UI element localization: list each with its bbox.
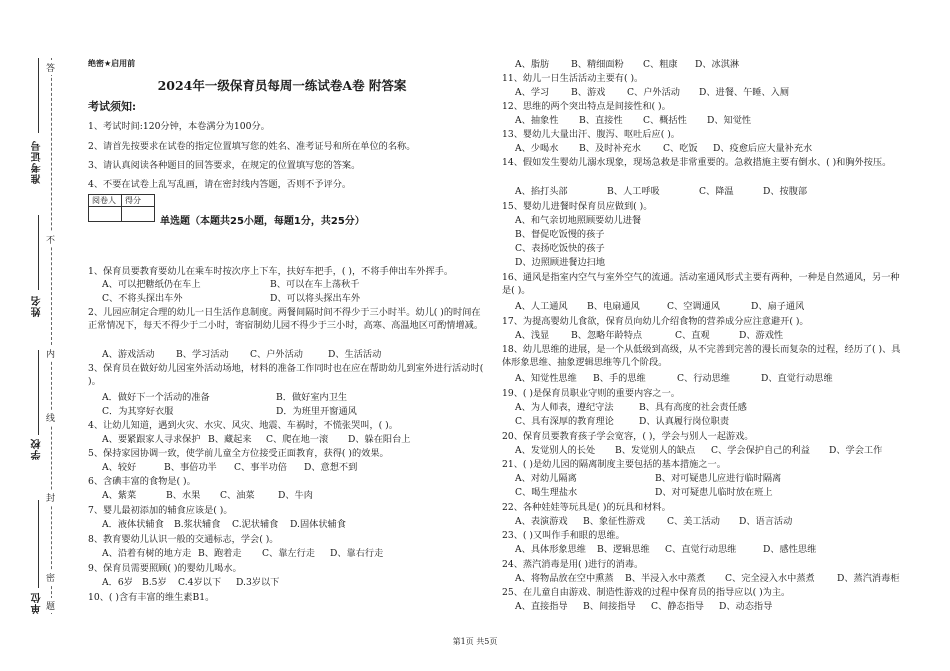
option[interactable]: D、蒸汽消毒柜 (837, 573, 900, 584)
grader-header: 阅卷人 (89, 195, 122, 207)
score-table (88, 194, 155, 222)
option[interactable]: C、完全浸入水中蒸煮 (725, 573, 815, 584)
option[interactable]: D、生活活动 (328, 349, 382, 360)
option[interactable]: C、不将头探出车外 (102, 293, 183, 304)
option[interactable]: A、人工通风 (515, 301, 568, 312)
question-options (515, 472, 781, 485)
section-title: 单选题（本题共25小题，每题1分，共25分） (160, 216, 365, 227)
option[interactable]: D、疫愈后应大量补充水 (713, 143, 813, 154)
question-stem: 2、儿园应制定合理的幼儿一日生活作息制度。两餐间隔时间不得少于三小时半。幼儿( )的时间在正常情况下，每天不得少于二小时，寄宿制幼儿园不得少于三小时，高寒、高温地区可酌情增减。 (88, 307, 484, 331)
option[interactable]: B、象征性游戏 (583, 516, 645, 527)
option[interactable]: B、藏起来 (208, 434, 252, 445)
option[interactable]: C、喝生理盐水 (515, 487, 578, 498)
question-stem: 10、( )含有丰富的维生素B1。 (88, 592, 215, 603)
option[interactable]: C、美工活动 (667, 516, 720, 527)
question-options (515, 543, 816, 556)
option[interactable]: C、直觉行动思维 (665, 544, 737, 555)
option[interactable]: B、及时补充水 (579, 143, 641, 154)
option[interactable]: B、手的思维 (593, 373, 646, 384)
binding-margin (0, 0, 70, 671)
question-stem: 24、蒸汽消毒是用( )进行的消毒。 (502, 559, 644, 570)
option[interactable]: C、学会保护自己的利益 (711, 445, 810, 456)
question-stem: 13、婴幼儿大量出汗、腹泻、呕吐后应( )。 (502, 129, 680, 140)
option[interactable]: C、靠左行走 (262, 548, 315, 559)
score-cell[interactable] (122, 207, 155, 222)
option[interactable]: C、空调通风 (667, 301, 720, 312)
secret-mark: 绝密★启用前 (88, 59, 136, 68)
option[interactable]: A、浅显 (515, 330, 550, 341)
question-stem: 8、教育婴幼儿认识一般的交通标志，学会( )。 (88, 534, 279, 545)
option[interactable]: B.浆状辅食 (174, 519, 221, 530)
question-options (515, 486, 773, 499)
exam-no-blank (38, 58, 39, 133)
option[interactable]: B、忽略年龄特点 (571, 330, 643, 341)
question-stem: 21、( )是幼儿园的隔离制度主要包括的基本措施之一。 (502, 459, 726, 470)
question-stem: 4、让幼儿知道，遇到火灾、水灾、风灾、地震、车祸时，不慌张哭叫，( )。 (88, 420, 398, 431)
option[interactable]: B、游戏 (571, 87, 606, 98)
option[interactable]: B、具有高度的社会责任感 (639, 402, 747, 413)
option[interactable]: A、要紧跟家人寻求保护 (102, 434, 201, 445)
option[interactable]: C、概括性 (643, 115, 687, 126)
notice-item: 1、考试时间:120分钟，本卷满分为100分。 (88, 121, 270, 132)
question-options (102, 348, 381, 361)
option[interactable]: A、知觉性思维 (515, 373, 577, 384)
seal-dashed-line (51, 58, 52, 614)
option[interactable]: B、对可疑患儿应进行临时隔离 (655, 473, 782, 484)
question-stem: 9、保育员需要照顾( )的婴幼儿喝水。 (88, 563, 242, 574)
option[interactable]: B、事倍功半 (164, 462, 217, 473)
option[interactable]: A、表演游戏 (515, 516, 568, 527)
option[interactable]: C.4岁以下 (178, 577, 222, 588)
option[interactable]: B、学习活动 (176, 349, 229, 360)
option[interactable]: D.固体状辅食 (290, 519, 346, 530)
option[interactable]: B、跑着走 (198, 548, 242, 559)
question-option[interactable]: C、表扬吃饭快的孩子 (515, 243, 605, 254)
question-stem: 19、( )是保育员职业守则的重要内容之一。 (502, 388, 680, 399)
option[interactable]: C、行动思维 (677, 373, 730, 384)
notice-title: 考试须知: (88, 100, 137, 113)
option[interactable]: D、知觉性 (707, 115, 752, 126)
option[interactable]: D、动态指导 (719, 601, 773, 612)
notice-item: 4、不要在试卷上乱写乱画，请在密封线内答题，否则不予评分。 (88, 179, 352, 190)
option[interactable]: D、扇子通风 (751, 301, 805, 312)
option[interactable]: A、将物品放在空中熏蒸 (515, 573, 614, 584)
question-stem: 5、保持家园协调一致，使学前儿童全方位接受正面教育，获得( )的效果。 (88, 448, 389, 459)
option[interactable]: D、躲在阳台上 (348, 434, 411, 445)
seal-char: 答 (46, 60, 55, 75)
question-options (515, 572, 900, 585)
option[interactable]: A、学习 (515, 87, 550, 98)
question-stem: 11、幼儿一日生活活动主要有( )。 (502, 73, 644, 84)
seal-char: 封 (46, 490, 55, 505)
option[interactable]: C、油菜 (220, 490, 255, 501)
grader-cell[interactable] (89, 207, 122, 222)
question-option[interactable]: B、督促吃饭慢的孩子 (515, 229, 605, 240)
question-stem: 14、假如发生婴幼儿溺水现象，现场急救是非常重要的。急救措施主要有倒水、( )和胸外按压。 (502, 157, 892, 168)
question-options (102, 547, 383, 560)
option[interactable]: B、电扇通风 (587, 301, 640, 312)
question-stem: 25、在儿童自由游戏、制造性游戏的过程中保育员的指导应以( )为主。 (502, 587, 791, 598)
option[interactable]: C、爬在地一滚 (266, 434, 329, 445)
option[interactable]: D、靠右行走 (330, 548, 384, 559)
unit-blank (38, 500, 39, 588)
option[interactable]: A、沿着有树的地方走 (102, 548, 192, 559)
option[interactable]: B．做好室内卫生 (276, 392, 348, 403)
option[interactable]: A．6岁 (102, 577, 133, 588)
question-stem: 23、( )又叫作手和眼的思维。 (502, 530, 625, 541)
school-blank (38, 350, 39, 435)
option[interactable]: B、可以在车上荡秋千 (270, 279, 360, 290)
question-options (515, 600, 772, 613)
question-options (515, 58, 739, 71)
option[interactable]: C、具有深厚的教育理论 (515, 416, 614, 427)
option[interactable]: A、少喝水 (515, 143, 559, 154)
option[interactable]: A、紫菜 (102, 490, 137, 501)
option[interactable]: D、语言活动 (739, 516, 793, 527)
option[interactable]: D、对可疑患儿临时放在班上 (655, 487, 773, 498)
seal-char: 题 (46, 598, 55, 613)
option[interactable]: C、吃饭 (663, 143, 698, 154)
option[interactable]: B、逻辑思维 (597, 544, 650, 555)
question-options (515, 142, 812, 155)
question-options (515, 300, 804, 313)
unit-label: 单位 (32, 592, 43, 614)
option[interactable]: D、可以将头探出车外 (270, 293, 361, 304)
question-options (515, 114, 751, 127)
question-options (102, 433, 411, 446)
option[interactable]: D、认真履行岗位职责 (639, 416, 730, 427)
option[interactable]: B.5岁 (142, 577, 167, 588)
question-option[interactable]: D、边照顾进餐边扫地 (515, 257, 606, 268)
option[interactable]: C、事半功倍 (234, 462, 287, 473)
option[interactable]: B、水果 (166, 490, 201, 501)
option[interactable]: A、游戏活动 (102, 349, 155, 360)
exam-no-label: 准考证号 (32, 140, 43, 184)
question-options (102, 391, 347, 404)
question-options (102, 292, 360, 305)
notice-item: 3、请认真阅读各种题目的回答要求，在规定的位置填写您的答案。 (88, 160, 361, 171)
seal-char: 线 (46, 410, 55, 425)
option[interactable]: B、人工呼吸 (607, 186, 660, 197)
option[interactable]: B、半浸入水中蒸煮 (625, 573, 706, 584)
score-header: 得分 (122, 195, 155, 207)
option[interactable]: D．为班里开窗通风 (276, 406, 357, 417)
option[interactable]: A、掐打头部 (515, 186, 568, 197)
question-stem: 16、通风是指室内空气与室外空气的流通。活动室通风形式主要有两种，一种是自然通风，另一种是( )。 (502, 272, 900, 296)
name-blank (38, 215, 39, 290)
option[interactable]: D、感性思维 (763, 544, 817, 555)
option[interactable]: D、冰淇淋 (695, 59, 740, 70)
question-stem: 6、含碘丰富的食物是( )。 (88, 476, 196, 487)
question-options (102, 576, 279, 589)
question-stem: 20、保育员要教育孩子学会宽容，( )，学会与别人一起游戏。 (502, 431, 754, 442)
question-stem: 7、婴儿最初添加的辅食应该是( )。 (88, 505, 233, 516)
option[interactable]: A、可以把糖纸仍在车上 (102, 279, 201, 290)
seal-char: 密 (46, 570, 55, 585)
question-options (515, 372, 833, 385)
question-stem: 15、婴幼儿进餐时保育员应做到( )。 (502, 201, 653, 212)
school-label: 学校 (32, 438, 43, 460)
question-options (515, 401, 747, 414)
option[interactable]: A、发觉别人的长处 (515, 445, 596, 456)
option[interactable]: A、直接指导 (515, 601, 568, 612)
option[interactable]: D、学会工作 (829, 445, 883, 456)
option[interactable]: C、粗康 (643, 59, 678, 70)
option[interactable]: A．液体状辅食 (102, 519, 164, 530)
option[interactable]: C、户外活动 (627, 87, 680, 98)
option[interactable]: D、游戏性 (739, 330, 784, 341)
option[interactable]: A、具体形象思维 (515, 544, 586, 555)
option[interactable]: B、发觉别人的缺点 (615, 445, 696, 456)
option[interactable]: D.3岁以下 (236, 577, 280, 588)
option[interactable]: A、较好 (102, 462, 137, 473)
question-options (102, 405, 357, 418)
option[interactable]: A．做好下一个活动的准备 (102, 392, 210, 403)
question-options (102, 278, 359, 291)
question-stem: 12、思维的两个突出特点是间接性和( )。 (502, 101, 671, 112)
question-stem: 17、为提高婴幼儿食欲，保育员向幼儿介绍食物的营养成分应注意避开( )。 (502, 316, 809, 327)
question-option[interactable]: A、和气亲切地照顾要幼儿进餐 (515, 215, 642, 226)
option[interactable]: D、直觉行动思维 (761, 373, 833, 384)
question-options (515, 86, 789, 99)
question-stem: 1、保育员要教育要幼儿在乘车时按次序上下车，扶好车把手，( )，不将手伸出车外挥手。 (88, 266, 454, 277)
option[interactable]: B、精细面粉 (571, 59, 624, 70)
option[interactable]: B、直接性 (579, 115, 623, 126)
option[interactable]: D、牛肉 (278, 490, 313, 501)
seal-char: 不 (46, 232, 55, 247)
option[interactable]: B、间接指导 (583, 601, 636, 612)
page-number: 第1页 共5页 (452, 637, 498, 646)
question-options (515, 444, 882, 457)
option[interactable]: C.泥状辅食 (232, 519, 279, 530)
name-label: 姓名 (32, 295, 43, 317)
option[interactable]: D、意想不到 (304, 462, 358, 473)
question-options (515, 415, 729, 428)
option[interactable]: C．为其穿好衣服 (102, 406, 174, 417)
question-options (515, 185, 807, 198)
option[interactable]: A、抽象性 (515, 115, 559, 126)
option[interactable]: A、对幼儿隔离 (515, 473, 577, 484)
option[interactable]: C、直观 (675, 330, 710, 341)
option[interactable]: A、为人师表，遵纪守法 (515, 402, 614, 413)
option[interactable]: A、脂肪 (515, 59, 550, 70)
question-options (515, 329, 783, 342)
option[interactable]: C、户外活动 (250, 349, 303, 360)
page-title: 2024年一级保育员每周一练试卷A卷 附答案 (157, 78, 407, 93)
seal-char: 内 (46, 346, 55, 361)
option[interactable]: C、静态指导 (651, 601, 704, 612)
question-stem: 18、幼儿思维的进展，是一个从低级到高级，从不完善到完善的漫长而复杂的过程，经历了( )、具体形象思维、抽象逻辑思维等几个阶段。 (502, 344, 901, 368)
option[interactable]: D、按腹部 (763, 186, 808, 197)
question-options (102, 489, 313, 502)
question-options (515, 515, 792, 528)
notice-item: 2、请首先按要求在试卷的指定位置填写您的姓名、准考证号和所在单位的名称。 (88, 141, 416, 152)
question-options (102, 461, 357, 474)
option[interactable]: C、降温 (699, 186, 734, 197)
option[interactable]: D、进餐、午睡、入厕 (699, 87, 790, 98)
question-options (102, 518, 346, 531)
question-stem: 3、保育员在做好幼儿园室外活动场地，材料的准备工作同时也在应在帮助幼儿到室外进行活动时( )。 (88, 363, 484, 387)
question-stem: 22、各种娃娃等玩具是( )的玩具和材料。 (502, 502, 671, 513)
